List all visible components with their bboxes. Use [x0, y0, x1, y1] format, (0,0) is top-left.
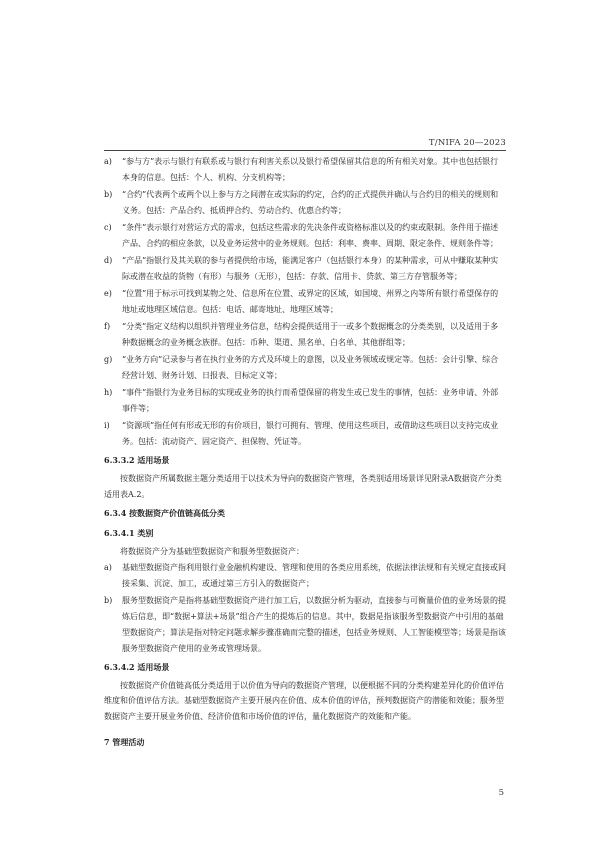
- list-item-text: “业务方向”记录参与者在执行业务的方式及环境上的意图，以及业务领域或规定等。包括：会计引擎、综合经营计划、财务计划、日报表、目标定义等；: [122, 355, 499, 380]
- list-marker: a): [104, 563, 112, 573]
- page-number: 5: [498, 788, 504, 798]
- list-item-text: “事件”指银行为业务目标的实现或业务的执行而希望保留的将发生或已发生的事情，包括：业务申请、外部事件等；: [122, 388, 499, 413]
- list-marker: h): [104, 388, 113, 397]
- list-marker: b): [104, 190, 113, 199]
- list-item-text: “分类”指定义结构以组织并管理业务信息，结构会提供适用于一或多个数据概念的分类类别，以及适用于多种数据概念的业务概念族群。包括：币种、渠道、黑名单、白名单、其他群组等；: [122, 322, 499, 347]
- paragraph: 将数据资产分为基础型数据资产和服务型数据资产：: [120, 546, 304, 556]
- list-item-text: “条件”表示银行对营运方式的需求，包括这些需求的先决条件或资格标准以及的约束或限制。条件用于描述产品、合约的相应条款，以及业务运营中的业务规则。包括：利率、费率、周期、限定条件、规则条件等；: [122, 223, 499, 248]
- list-item-text: “产品”指银行及其关联的参与者提供给市场，能满足客户（包括银行本身）的某种需求，可从中赚取某种实际或潜在收益的货物（有形）与服务（无形），包括：存款、信用卡、贷款、第三方存管服务等；: [122, 256, 499, 281]
- list-item-text: “资源项”指任何有形或无形的有价项目，银行可拥有、管理、使用这些项目，或借助这些项目以支持完成业务。包括：流动资产、固定资产、担保物、凭证等。: [122, 421, 499, 446]
- section-heading-634: 6.3.4 按数据资产价值链高低分类: [104, 508, 226, 519]
- list-marker: a): [104, 157, 112, 166]
- section-heading-6332: 6.3.3.2 适用场景: [104, 455, 170, 466]
- list-item: [104, 286, 506, 317]
- section-heading-6342: 6.3.4.2 适用场景: [104, 662, 170, 673]
- list-item: [104, 418, 506, 449]
- list-item: [104, 593, 506, 656]
- list-marker: e): [104, 289, 112, 298]
- list-marker: g): [104, 355, 113, 364]
- list-item: [104, 385, 506, 416]
- standard-code: T/NIFA 20—2023: [428, 138, 506, 148]
- list-item-text: 服务型数据资产是指将基础型数据资产进行加工后，以数据分析为驱动，直接参与可衡量价值的业务场景的提炼后信息，即“数据+算法+场景”组合产生的提炼后的信息。其中，数据是指该服务型数据资产中引用的基础型数据资产；算法是指对特定问题求解步骤准确而完整的描述，包括业务规则、人工智能模型等；场景是指该服务型数据资产使用的业务或管理场景。: [122, 596, 506, 653]
- list-item: [104, 154, 506, 185]
- list-item-text: “位置”用于标示可找到某物之处、信息所在位置、或界定的区域，如国境、州界之内等所有银行希望保存的地址或地理区域信息。包括：电话、邮寄地址、地理区域等；: [122, 289, 499, 314]
- paragraph: 按数据资产所属数据主题分类适用于以技术为导向的数据资产管理，各类别适用场景详见附录A数据资产分类适用表A.2。: [104, 473, 502, 499]
- list-item: [104, 352, 506, 383]
- section-heading-7: 7 管理活动: [104, 736, 145, 747]
- list-marker: f): [104, 322, 111, 331]
- list-item-text: 基础型数据资产指利用银行业金融机构建设、管理和使用的各类应用系统，依据法律法规和有关规定直接或间接采集、沉淀、加工，或通过第三方引入的数据资产；: [122, 563, 506, 589]
- list-marker: i): [104, 421, 110, 430]
- list-item: [104, 319, 506, 350]
- list-marker: d): [104, 256, 113, 265]
- list-item-text: “参与方”表示与银行有联系或与银行有利害关系以及银行希望保留其信息的所有相关对象。其中也包括银行本身的信息。包括：个人、机构、分支机构等；: [122, 157, 499, 182]
- page-body: [104, 154, 506, 752]
- section-heading-6341: 6.3.4.1 类别: [104, 528, 154, 539]
- paragraph: 按数据资产价值链高低分类适用于以价值为导向的数据资产管理，以便根据不同的分类构建差异化的价值评估维度和价值评估方法。基础型数据资产主要开展内在价值、成本价值的评估，预判数据资产的潜能和效能；服务型数据资产主要开展业务价值、经济价值和市场价值的评估，量化数据资产的效能和产能。: [104, 680, 504, 722]
- list-item-text: “合约”代表两个或两个以上参与方之间潜在或实际的约定，合约的正式提供并确认与合约目的相关的规则和义务。包括：产品合约、抵质押合约、劳动合约、优惠合约等；: [122, 190, 499, 215]
- list-marker: c): [104, 223, 112, 232]
- list-item: [104, 187, 506, 218]
- list-marker: b): [104, 596, 113, 606]
- header-rule: [104, 150, 506, 151]
- list-item: [104, 560, 506, 591]
- list-item: [104, 220, 506, 251]
- list-item: [104, 253, 506, 284]
